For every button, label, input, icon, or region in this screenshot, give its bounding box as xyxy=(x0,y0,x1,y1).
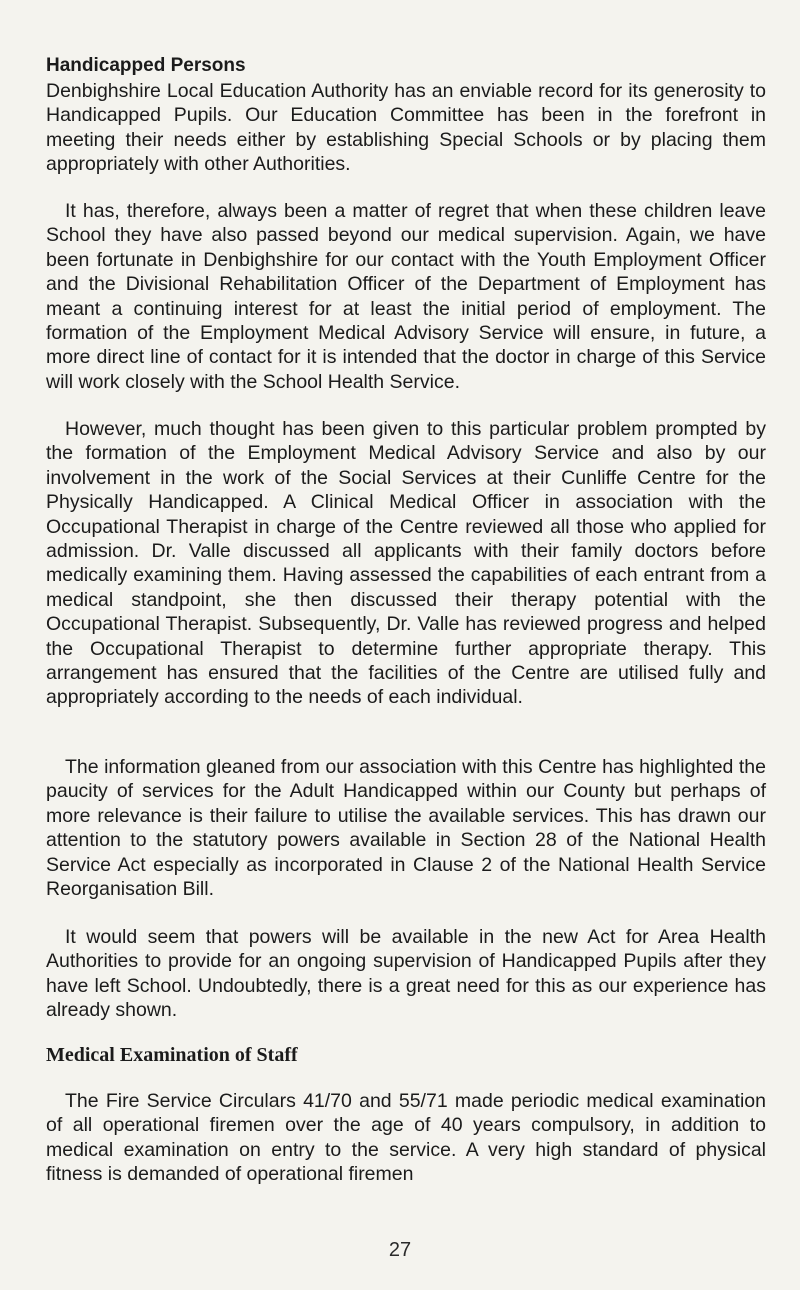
paragraph-education-authority: Denbighshire Local Education Authority has an enviable record for its generosity to Handicapped Pupils. Our Education Committee has been in the forefront in meeting their needs either by establishing Special Schools or by placing them appropriately with other Authorities. xyxy=(46,80,766,176)
paragraph-fire-service-circulars: The Fire Service Circulars 41/70 and 55/71 made periodic medical examination of all operational firemen over the age of 40 years compulsory, in addition to medical examination on entry to the service. A very high standard of physical fitness is demanded of operational firemen xyxy=(46,1090,766,1186)
section-heading-handicapped-persons: Handicapped Persons xyxy=(46,55,246,76)
page-number: 27 xyxy=(388,1239,412,1261)
paragraph-medical-supervision: It has, therefore, always been a matter of regret that when these children leave School they have also passed beyond our medical supervision. Again, we have been fortunate in Denbighshire for our contact with the Youth Employment Officer and the Divisional Rehabilitation Officer of the Department of Employment has meant a continuing interest for at least the initial period of employment. The formation of the Employment Medical Advisory Service will ensure, in future, a more direct line of contact for it is intended that the doctor in charge of this Service will work closely with the School Health Service. xyxy=(46,200,766,393)
paragraph-adult-handicapped: The information gleaned from our association with this Centre has highlighted the paucity of services for the Adult Handicapped within our County but perhaps of more relevance is their failure to utilise the available services. This has drawn our attention to the statutory powers available in Section 28 of the National Health Service Act especially as incorporated in Clause 2 of the National Health Service Reorganisation Bill. xyxy=(46,756,766,901)
paragraph-area-health-authorities: It would seem that powers will be available in the new Act for Area Health Authorities to provide for an ongoing supervision of Handicapped Pupils after they have left School. Undoubtedly, there is a great need for this as our experience has already shown. xyxy=(46,926,766,1022)
paragraph-cunliffe-centre: However, much thought has been given to this particular problem prompted by the formation of the Employment Medical Advisory Service and also by our involvement in the work of the Social Services at their Cunliffe Centre for the Physically Handicapped. A Clinical Medical Officer in association with the Occupational Therapist in charge of the Centre reviewed all those who applied for admission. Dr. Valle discussed all applicants with their family doctors before medically examining them. Having assessed the capabilities of each entrant from a medical standpoint, she then discussed their therapy potential with the Occupational Therapist. Subsequently, Dr. Valle has reviewed progress and helped the Occupational Therapist to determine further appropriate therapy. This arrangement has ensured that the facilities of the Centre are utilised fully and appropriately according to the needs of each individual. xyxy=(46,418,766,709)
section-heading-medical-examination-of-staff: Medical Examination of Staff xyxy=(46,1044,298,1066)
